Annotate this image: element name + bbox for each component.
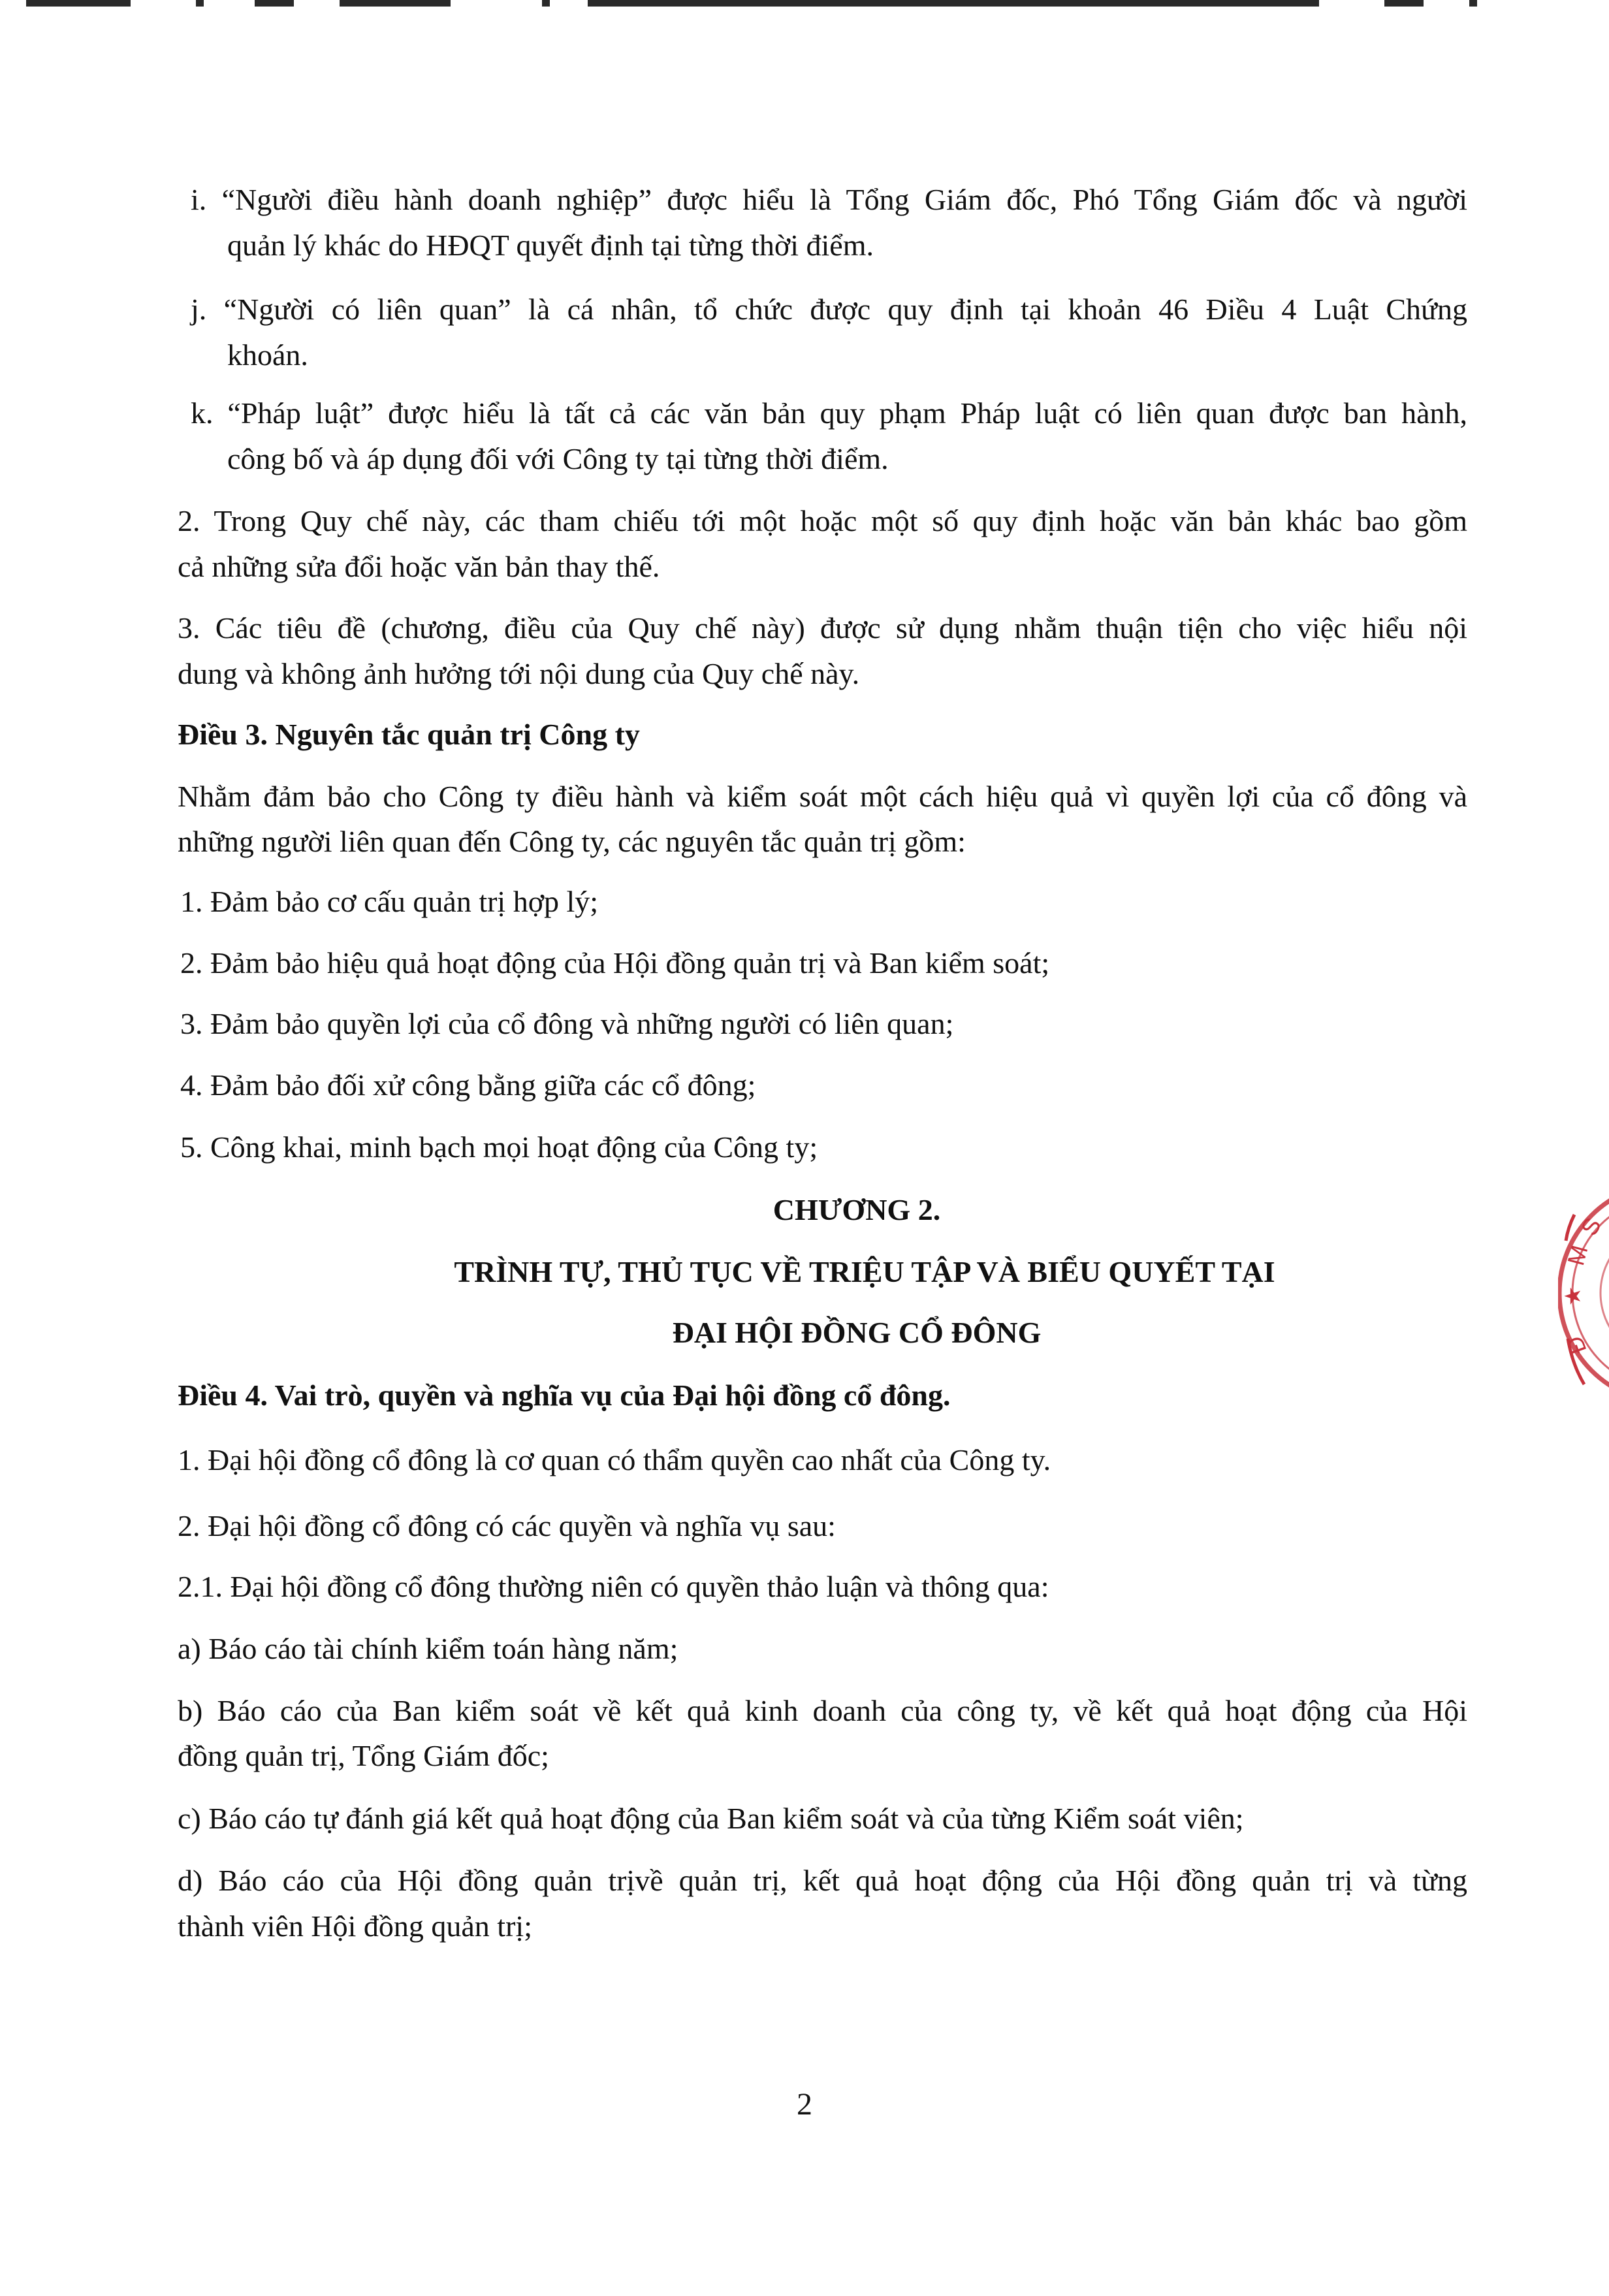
page-number: 2: [797, 2087, 812, 2122]
principle-item-5: 5. Công khai, minh bạch mọi hoạt động của Công ty;: [180, 1130, 818, 1164]
svg-text:M: M: [1562, 1242, 1593, 1269]
article-3-heading: Điều 3. Nguyên tắc quản trị Công ty: [178, 718, 640, 751]
company-seal-stamp-icon: [1558, 1175, 1609, 1411]
chapter-2-title: CHƯƠNG 2.: [773, 1193, 941, 1226]
definition-i-line-2: quản lý khác do HĐQT quyết định tại từng thời điểm.: [227, 229, 874, 262]
definition-j-line-2: khoán.: [227, 338, 308, 372]
article-4-paragraph-2: 2. Đại hội đồng cổ đông có các quyền và nghĩa vụ sau:: [178, 1509, 836, 1542]
paragraph-3-line-2: dung và không ảnh hưởng tới nội dung của Quy chế này.: [178, 657, 860, 690]
definition-j-line-1: j. “Người có liên quan” là cá nhân, tổ chức được quy định tại khoản 46 Điều 4 Luật Chứng: [191, 293, 1467, 326]
paragraph-2-line-2: cả những sửa đổi hoặc văn bản thay thế.: [178, 550, 660, 583]
definition-i-line-1: i. “Người điều hành doanh nghiệp” được hiểu là Tổng Giám đốc, Phó Tổng Giám đốc và người: [191, 183, 1467, 216]
principle-item-4: 4. Đảm bảo đối xử công bằng giữa các cổ đông;: [180, 1068, 756, 1102]
paragraph-2-line-1: 2. Trong Quy chế này, các tham chiếu tới một hoặc một số quy định hoặc văn bản khác bao gồm: [178, 504, 1467, 537]
svg-text:S: S: [1575, 1213, 1606, 1240]
svg-text:Đ: Đ: [1561, 1332, 1592, 1358]
chapter-2-subtitle-line-1: TRÌNH TỰ, THỦ TỤC VỀ TRIỆU TẬP VÀ BIỂU QUYẾT TẠI: [454, 1255, 1275, 1288]
article-3-intro-line-2: những người liên quan đến Công ty, các nguyên tắc quản trị gồm:: [178, 825, 966, 858]
chapter-2-subtitle-line-2: ĐẠI HỘI ĐỒNG CỔ ĐÔNG: [672, 1316, 1042, 1349]
svg-text:★: ★: [1560, 1286, 1586, 1306]
article-4-paragraph-2-1: 2.1. Đại hội đồng cổ đông thường niên có quyền thảo luận và thông qua:: [178, 1570, 1049, 1603]
principle-item-3: 3. Đảm bảo quyền lợi của cổ đông và những người có liên quan;: [180, 1007, 954, 1040]
article-4-heading: Điều 4. Vai trò, quyền và nghĩa vụ của Đại hội đồng cổ đông.: [178, 1379, 951, 1412]
definition-k-line-1: k. “Pháp luật” được hiểu là tất cả các văn bản quy phạm Pháp luật có liên quan được ban hành,: [191, 396, 1467, 430]
paragraph-3-line-1: 3. Các tiêu đề (chương, điều của Quy chế này) được sử dụng nhằm thuận tiện cho việc hiểu nội: [178, 611, 1467, 645]
article-4-item-d-line-1: d) Báo cáo của Hội đồng quản trịvề quản trị, kết quả hoạt động của Hội đồng quản trị và từng: [178, 1864, 1467, 1897]
definition-k-line-2: công bố và áp dụng đối với Công ty tại từng thời điểm.: [227, 442, 889, 475]
article-3-intro-line-1: Nhằm đảm bảo cho Công ty điều hành và kiểm soát một cách hiệu quả vì quyền lợi của cổ đông và: [178, 780, 1467, 813]
article-4-item-b-line-1: b) Báo cáo của Ban kiểm soát về kết quả kinh doanh của công ty, về kết quả hoạt động của Hội: [178, 1694, 1467, 1727]
article-4-item-b-line-2: đồng quản trị, Tổng Giám đốc;: [178, 1739, 549, 1772]
article-4-paragraph-1: 1. Đại hội đồng cổ đông là cơ quan có thẩm quyền cao nhất của Công ty.: [178, 1443, 1051, 1476]
article-4-item-c: c) Báo cáo tự đánh giá kết quả hoạt động của Ban kiểm soát và của từng Kiểm soát viên;: [178, 1802, 1244, 1835]
article-4-item-a: a) Báo cáo tài chính kiểm toán hàng năm;: [178, 1632, 678, 1665]
principle-item-2: 2. Đảm bảo hiệu quả hoạt động của Hội đồng quản trị và Ban kiểm soát;: [180, 946, 1050, 980]
article-4-item-d-line-2: thành viên Hội đồng quản trị;: [178, 1909, 532, 1943]
principle-item-1: 1. Đảm bảo cơ cấu quản trị hợp lý;: [180, 885, 599, 918]
